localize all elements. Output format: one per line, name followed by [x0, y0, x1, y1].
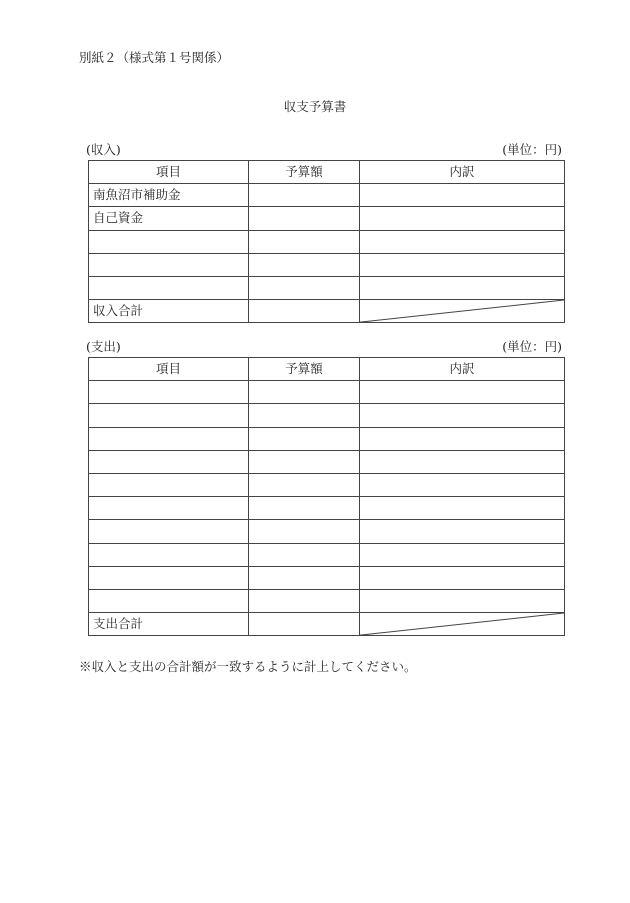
- table-cell: [249, 381, 360, 404]
- column-header: 内訳: [360, 358, 565, 381]
- table-cell: [89, 276, 249, 299]
- table-cell: [360, 207, 565, 230]
- table-cell: [360, 404, 565, 427]
- table-cell: [249, 450, 360, 473]
- table-cell: [89, 566, 249, 589]
- table-cell: [89, 497, 249, 520]
- total-row: [89, 613, 565, 636]
- table-cell: [249, 253, 360, 276]
- table-cell: [249, 230, 360, 253]
- table-cell: [360, 276, 565, 299]
- table-cell: [249, 589, 360, 612]
- table-cell: [249, 543, 360, 566]
- diagonal-strike: [360, 613, 564, 635]
- table-row: [89, 230, 565, 253]
- attachment-label: 別紙２（様式第１号関係）: [79, 50, 230, 65]
- table-row: [89, 543, 565, 566]
- table-cell: [360, 253, 565, 276]
- column-header: 予算額: [249, 358, 360, 381]
- total-breakdown-cell-crossed: [360, 300, 565, 323]
- table-row: [89, 450, 565, 473]
- column-header: 予算額: [249, 161, 360, 184]
- table-cell: [89, 520, 249, 543]
- expense-unit-label: (単位：円): [502, 339, 562, 354]
- table-row: [89, 427, 565, 450]
- table-cell: [89, 589, 249, 612]
- total-breakdown-cell-crossed: [360, 613, 565, 636]
- table-cell: [89, 253, 249, 276]
- column-header: 内訳: [360, 161, 565, 184]
- table-cell: [89, 427, 249, 450]
- table-cell: [360, 230, 565, 253]
- table-cell: [360, 184, 565, 207]
- total-label: 支出合計: [89, 613, 249, 636]
- table-cell: [89, 450, 249, 473]
- table-row: [89, 404, 565, 427]
- expense-section-label: (支出): [86, 339, 121, 354]
- table-row: [89, 207, 565, 230]
- table-cell: [360, 589, 565, 612]
- table-cell: [360, 566, 565, 589]
- table-cell: [360, 497, 565, 520]
- table-header-row: [89, 358, 565, 381]
- table-cell: [360, 543, 565, 566]
- table-cell: [360, 450, 565, 473]
- diagonal-strike: [360, 300, 564, 322]
- table-cell: [89, 473, 249, 496]
- total-label: 収入合計: [89, 300, 249, 323]
- table-cell: [249, 566, 360, 589]
- income-section-label: (収入): [86, 142, 121, 157]
- table-cell: [249, 276, 360, 299]
- table-cell: [89, 381, 249, 404]
- table-cell: [360, 381, 565, 404]
- total-row: [89, 300, 565, 323]
- table-cell: [249, 520, 360, 543]
- table-cell: [249, 404, 360, 427]
- table-cell: [89, 404, 249, 427]
- income-unit-label: (単位：円): [502, 142, 562, 157]
- table-header-row: [89, 161, 565, 184]
- table-cell: 自己資金: [89, 207, 249, 230]
- total-amount-cell: [249, 613, 360, 636]
- table-row: [89, 566, 565, 589]
- table-row: [89, 497, 565, 520]
- note: ※収入と支出の合計額が一致するように計上してください。: [79, 659, 417, 674]
- table-cell: [89, 543, 249, 566]
- table-row: [89, 473, 565, 496]
- table-cell: [249, 427, 360, 450]
- table-cell: [360, 427, 565, 450]
- page-title: 収支予算書: [283, 99, 347, 114]
- table-cell: [249, 207, 360, 230]
- table-cell: [360, 473, 565, 496]
- table-row: [89, 589, 565, 612]
- table-cell: 南魚沼市補助金: [89, 184, 249, 207]
- table-row: [89, 381, 565, 404]
- income-table: [88, 160, 565, 323]
- column-header: 項目: [89, 358, 249, 381]
- table-cell: [249, 473, 360, 496]
- total-amount-cell: [249, 300, 360, 323]
- table-cell: [249, 497, 360, 520]
- expense-table: [88, 357, 565, 636]
- table-cell: [249, 184, 360, 207]
- table-cell: [360, 520, 565, 543]
- table-row: [89, 184, 565, 207]
- column-header: 項目: [89, 161, 249, 184]
- table-row: [89, 253, 565, 276]
- table-row: [89, 520, 565, 543]
- table-row: [89, 276, 565, 299]
- table-cell: [89, 230, 249, 253]
